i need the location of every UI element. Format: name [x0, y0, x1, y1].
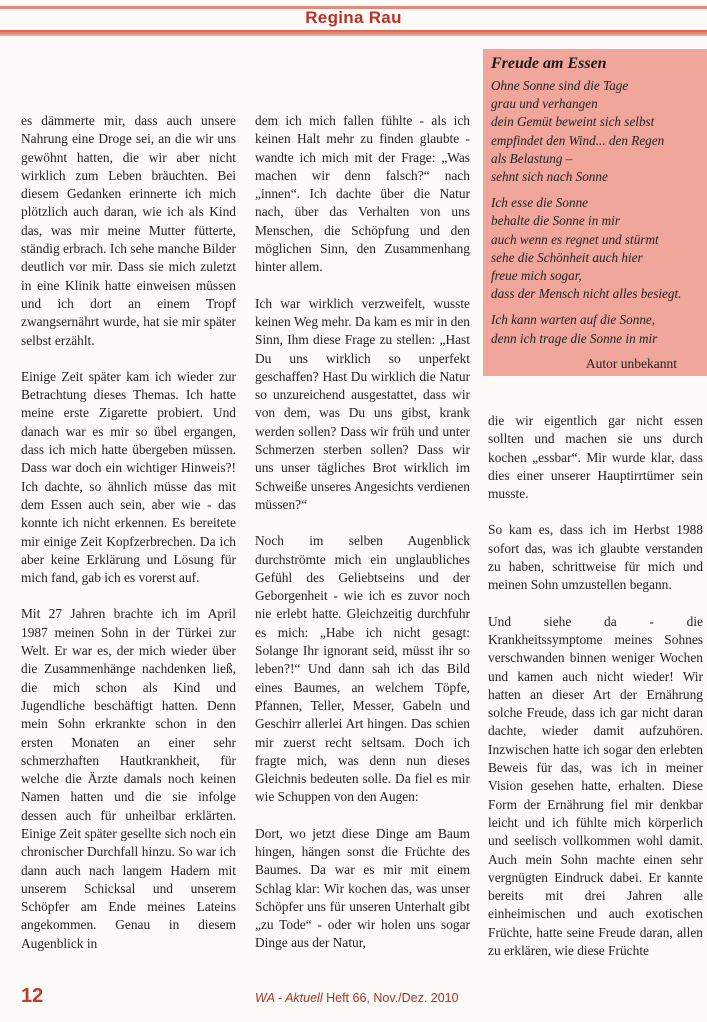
poem-stanza-3	[491, 311, 699, 347]
poem-line: dein Gemüt beweint sich selbst	[491, 114, 655, 130]
poem-credit: Autor unbekannt	[585, 355, 677, 371]
poem-line: sehnt sich nach Sonne	[491, 169, 608, 185]
poem-sidebar	[483, 49, 707, 376]
poem-line: empfindet den Wind... den Regen	[491, 132, 665, 148]
poem-line: Ich esse die Sonne	[491, 195, 589, 211]
paragraph: Einige Zeit später kam ich wieder zur Betrachtung dieses Themas. Ich hatte meine erste Zigarette probiert. Und danach war es mir so übel ergangen, dass ich mich hatte übergeben müssen. Dass war doch ein wichtiger Hinweis?! Ich dachte, so ähnlich müsse das mit dem Essen auch sein, aber wie - das konnte ich nicht erkennen. Es bereitete mir einige Zeit Kopfzerbrechen. Da ich aber keine Erklärung und Lösung für mich fand, gab ich es vorerst auf.	[21, 368, 236, 586]
sidebar-title: Freude am Essen	[491, 55, 607, 72]
text-column-3	[488, 412, 703, 960]
paragraph: Dort, wo jetzt diese Dinge am Baum hingen, hängen sonst die Früchte des Baumes. Da war es mir mit einem Schlag klar: Wir kochen das, was unser Schöpfer uns für unseren Unterhalt gibt „zu Tode“ - oder wir holen uns sogar Dinge aus der Natur,	[255, 825, 470, 951]
poem-line: denn ich trage die Sonne in mir	[491, 330, 658, 346]
paragraph: Und siehe da - die Krankheitssymptome meines Sohnes verschwanden binnen weniger Wochen und kamen auch nicht wieder! Wir hatten an dieser Art der Ernährung solche Freude, dass ich gar nicht daran dachte, wieder damit aufzuhören. Inzwischen hatte ich sogar den erlebten Beweis für das, was ich in meiner Vision gesehen hatte, erhalten. Diese Form der Ernährung fiel mir denkbar leicht und ich fühlte mich körperlich und seelisch vollkommen wohl damit. Auch mein Sohn machte einen sehr vergnügten Eindruck dabei. Er kannte bereits mit drei Jahren alle einheimischen und auch exotischen Früchte, hatte seine Freude daran, allen zu erklären, wie diese Früchte	[488, 613, 703, 959]
poem-line: behalte die Sonne in mir	[491, 213, 620, 229]
issue-info: Heft 66, Nov./Dez. 2010	[326, 991, 459, 1005]
paragraph: es dämmerte mir, dass auch unsere Nahrung eine Droge sei, an die wir uns gewöhnt hatten, die wir aber nicht wirklich zum Leben bräuchten. Bei diesem Gedanken erinnerte ich mich plötzlich auch daran, wie ich als Kind das, was mir meine Mutter fütterte, ständig erbrach. Ich sehe manche Bilder deutlich vor mir. Dass sie mich zuletzt in eine Klinik hatte einweisen müssen und ich dort an einem Tropf zwangsernährt wurde, hat sie mir später selbst erzählt.	[21, 113, 236, 348]
page-header	[0, 0, 707, 40]
poem-stanza-1	[491, 77, 699, 186]
magazine-name: WA - Aktuell	[255, 991, 323, 1005]
poem-line: freue mich sogar,	[491, 268, 582, 284]
poem-stanza-2	[491, 194, 699, 303]
poem-line: Ohne Sonne sind die Tage	[491, 78, 629, 93]
text-column-1	[21, 112, 236, 953]
poem-line: auch wenn es regnet und stürmt	[491, 231, 659, 247]
poem-line: grau und verhangen	[491, 96, 598, 112]
paragraph: So kam es, dass ich im Herbst 1988 sofort das, was ich glaubte verstanden zu haben, schrittweise für mich und meinen Sohn umzustellen begann.	[488, 522, 703, 593]
header-rule-bottom	[0, 30, 707, 36]
paragraph: Mit 27 Jahren brachte ich im April 1987 meinen Sohn in der Türkei zur Welt. Er war es, der mich wieder über die Zusammenhänge nachdenken ließ, die mich schon als Kind und Jugendliche beschäftigt hatten. Denn mein Sohn erkrankte schon in den ersten Monaten an einer sehr schmerzhaften Hautkrankheit, für welche die Ärzte damals noch keinen Namen hatten und die sie infolge dessen auch für unheilbar erklärten. Einige Zeit später gesellte sich noch ein chronischer Durchfall hinzu. So war ich dann auch nach langem Hadern mit unserem Schicksal und unserem Schöpfer am Ende meines Lateins angekommen. Genau in diesem Augenblick in	[21, 606, 236, 951]
paragraph: dem ich mich fallen fühlte - als ich keinen Halt mehr zu finden glaubte - wandte ich mich mit der Frage: „Was machen wir denn falsch?“ nach „innen“. Ich dachte über die Natur nach, über das Verhalten von uns Menschen, die Schöpfung und den möglichen Sinn, den Zusammenhang hinter allem.	[255, 113, 470, 275]
paragraph: die wir eigentlich gar nicht essen sollten und machen sie uns durch kochen „essbar“. Mir wurde klar, dass dies einer unserer Hauptirrtümer sein musste.	[488, 413, 703, 502]
poem-line: dass der Mensch nicht alles besiegt.	[491, 286, 682, 302]
poem-line: als Belastung –	[491, 150, 573, 166]
paragraph: Ich war wirklich verzweifelt, wusste keinen Weg mehr. Da kam es mir in den Sinn, Ihm diese Frage zu stellen: „Hast Du uns wirklich so unperfekt geschaffen? Hast Du wirklich die Natur so unzureichend ausgestattet, dass wir von dem, was Du uns gibst, krank werden sollen? Dass wir früh und unter Schmerzen sterben sollen? Dass wir uns unser tägliches Brot wirklich im Schweiße unseres Angesichts verdienen müssen?“	[255, 295, 470, 512]
page-number: 12	[21, 985, 44, 1007]
poem-line: Ich kann warten auf die Sonne,	[491, 312, 656, 328]
footer-info	[255, 991, 459, 1005]
paragraph: Noch im selben Augenblick durchströmte mich ein unglaubliches Gefühl des Geliebtseins und der Geborgenheit - wie ich es zuvor noch nie erlebt hatte. Gleichzeitig durchfuhr es mich: „Habe ich nicht gesagt: Solange Ihr ignorant seid, müsst ihr so leben?!“ Und dann sah ich das Bild eines Baumes, an welchem Töpfe, Pfannen, Teller, Messer, Gabeln und Geschirr allerlei Art hingen. Das schien mir zuerst recht seltsam. Doch ich fragte mich, was denn nun dieses Gleichnis bedeuten solle. Da fiel es mir wie Schuppen von den Augen:	[255, 533, 470, 805]
text-column-2	[255, 112, 470, 953]
poem-line: sehe die Schönheit auch hier	[491, 249, 643, 265]
header-author: Regina Rau	[305, 8, 402, 27]
